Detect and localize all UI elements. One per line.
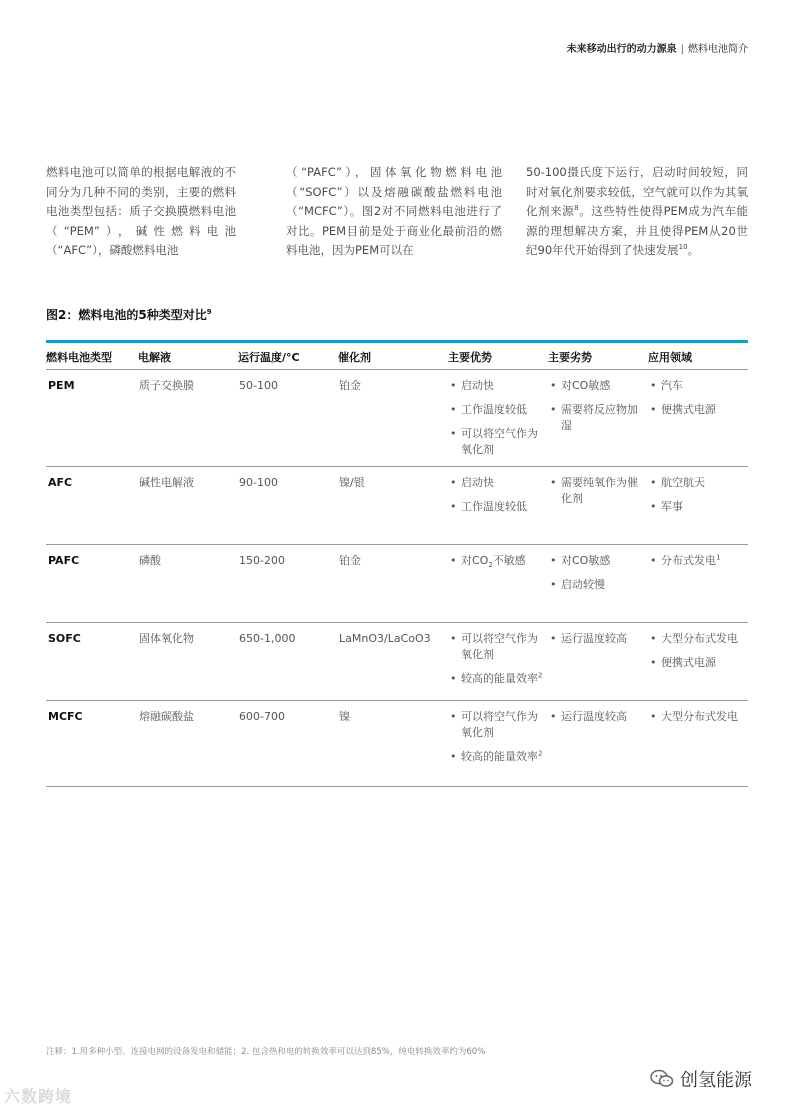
adv-text-pre: 对CO xyxy=(461,554,489,567)
cell-type: AFC xyxy=(46,467,138,545)
wechat-icon xyxy=(650,1069,674,1089)
header-separator: | xyxy=(680,44,684,55)
list-item: • 对CO敏感 xyxy=(549,553,647,569)
cell-applications xyxy=(648,623,748,701)
table-row xyxy=(46,701,748,787)
cell-advantages xyxy=(448,623,548,701)
cell-disadvantages xyxy=(548,370,648,467)
list-item: • 汽车 xyxy=(649,378,747,394)
cell-catalyst: 镍 xyxy=(338,701,448,787)
cell-applications xyxy=(648,545,748,623)
list-item: • 运行温度较高 xyxy=(549,709,647,725)
list-item: • 大型分布式发电 xyxy=(649,631,747,647)
header-disadvantages: 主要劣势 xyxy=(548,344,648,370)
adv-eff-text: 较高的能量效率 xyxy=(461,672,538,685)
cell-temperature: 600-700 xyxy=(238,701,338,787)
list-item: • 需要纯氧作为催化剂 xyxy=(549,475,647,507)
list-item: • 可以将空气作为氧化剂 xyxy=(449,709,547,741)
cell-advantages xyxy=(448,545,548,623)
intro-col3-text-b: 。这些特性使得PEM成为汽车能源的理想解决方案，并且使得PEM从20世纪90年代开始得到了快速发展 xyxy=(526,204,749,257)
cell-applications xyxy=(648,467,748,545)
footnote-ref-10: 10 xyxy=(678,243,688,252)
list-item: • 大型分布式发电 xyxy=(649,709,747,725)
cell-catalyst: 铂金 xyxy=(338,545,448,623)
footnote: 注释：1.用多种小型、连接电网的设备发电和储能；2. 包含热和电的转换效率可以达到85%，纯电转换效率约为60% xyxy=(46,1047,486,1057)
list-item: • 运行温度较高 xyxy=(549,631,647,647)
cell-temperature: 50-100 xyxy=(238,370,338,467)
cell-temperature: 650-1,000 xyxy=(238,623,338,701)
cell-advantages xyxy=(448,370,548,467)
figure-title-text: 图2：燃料电池的5种类型对比 xyxy=(46,308,207,322)
table-row xyxy=(46,623,748,701)
header-advantages: 主要优势 xyxy=(448,344,548,370)
table-row xyxy=(46,370,748,467)
intro-column-2: （“PAFC”），固体氧化物燃料电池（“SOFC”）以及熔融碳酸盐燃料电池（“MCFC”）。图2对不同燃料电池进行了对比。PEM目前是处于商业化最前沿的燃料电池，因为PEM可以在 xyxy=(286,165,502,257)
footnote-ref-8: 8 xyxy=(574,204,579,213)
list-item: • 可以将空气作为氧化剂 xyxy=(449,426,547,458)
list-item: • 军事 xyxy=(649,499,747,515)
list-item: • 启动较慢 xyxy=(549,577,647,593)
app-text: 分布式发电 xyxy=(661,554,716,567)
header-type: 燃料电池类型 xyxy=(46,344,138,370)
header-temperature: 运行温度/°C xyxy=(238,344,338,370)
cell-temperature: 150-200 xyxy=(238,545,338,623)
cell-disadvantages xyxy=(548,467,648,545)
watermark-right xyxy=(650,1066,752,1092)
header-applications: 应用领域 xyxy=(648,344,748,370)
intro-column-3 xyxy=(526,163,748,261)
cell-applications xyxy=(648,701,748,787)
cell-catalyst: 镍/银 xyxy=(338,467,448,545)
cell-type: SOFC xyxy=(46,623,138,701)
app-footnote-ref: 1 xyxy=(716,553,721,562)
list-item xyxy=(449,671,547,687)
cell-catalyst: 铂金 xyxy=(338,370,448,467)
header-section: 燃料电池简介 xyxy=(688,44,748,55)
list-item: • 对CO敏感 xyxy=(549,378,647,394)
watermark-left: 六数跨境 xyxy=(4,1087,73,1106)
header-catalyst: 催化剂 xyxy=(338,344,448,370)
intro-col3-text-c: 。 xyxy=(687,243,700,257)
cell-type: MCFC xyxy=(46,701,138,787)
table-row xyxy=(46,467,748,545)
cell-applications xyxy=(648,370,748,467)
list-item: • 可以将空气作为氧化剂 xyxy=(449,631,547,663)
header-title: 未来移动出行的动力源泉 xyxy=(566,44,677,55)
list-item xyxy=(449,749,547,765)
list-item: • 需要将反应物加湿 xyxy=(549,402,647,434)
intro-col3-text-a: 50-100摄氏度下运行，启动时间较短，同时对氧化剂要求较低，空气就可以作为其氧化剂来源 xyxy=(526,165,748,218)
list-item: • 航空航天 xyxy=(649,475,747,491)
page-header xyxy=(567,40,748,55)
list-item: • 便携式电源 xyxy=(649,655,747,671)
list-item xyxy=(649,553,747,569)
adv-eff-text: 较高的能量效率 xyxy=(461,750,538,763)
intro-column-1: 燃料电池可以简单的根据电解液的不同分为几种不同的类别，主要的燃料电池类型包括：质子交换膜燃料电池（“PEM”），碱性燃料电池（“AFC”），磷酸燃料电池 xyxy=(46,165,236,257)
table-header-row xyxy=(46,344,748,370)
cell-temperature: 90-100 xyxy=(238,467,338,545)
table-row xyxy=(46,545,748,623)
header-electrolyte: 电解液 xyxy=(138,344,238,370)
cell-disadvantages xyxy=(548,545,648,623)
fuel-cell-comparison-table xyxy=(46,344,748,787)
list-item: • 启动快 xyxy=(449,378,547,394)
list-item: • 启动快 xyxy=(449,475,547,491)
adv-text-post: 不敏感 xyxy=(492,554,526,567)
table-top-rule xyxy=(46,340,748,343)
cell-electrolyte: 熔融碳酸盐 xyxy=(138,701,238,787)
cell-type: PEM xyxy=(46,370,138,467)
cell-disadvantages xyxy=(548,701,648,787)
cell-advantages xyxy=(448,701,548,787)
cell-electrolyte: 磷酸 xyxy=(138,545,238,623)
adv-eff-sup: 2 xyxy=(538,671,543,680)
adv-eff-sup: 2 xyxy=(538,749,543,758)
figure-title-sup: 9 xyxy=(206,308,212,316)
cell-electrolyte: 碱性电解液 xyxy=(138,467,238,545)
cell-disadvantages xyxy=(548,623,648,701)
list-item: • 工作温度较低 xyxy=(449,499,547,515)
list-item: • 便携式电源 xyxy=(649,402,747,418)
cell-catalyst: LaMnO3/LaCoO3 xyxy=(338,623,448,701)
cell-electrolyte: 固体氧化物 xyxy=(138,623,238,701)
cell-type: PAFC xyxy=(46,545,138,623)
figure-title xyxy=(46,306,212,323)
co2-subscript: 2 xyxy=(488,561,493,570)
cell-electrolyte: 质子交换膜 xyxy=(138,370,238,467)
watermark-right-text: 创氢能源 xyxy=(680,1070,752,1091)
list-item: • 工作温度较低 xyxy=(449,402,547,418)
cell-advantages xyxy=(448,467,548,545)
list-item xyxy=(449,553,547,569)
